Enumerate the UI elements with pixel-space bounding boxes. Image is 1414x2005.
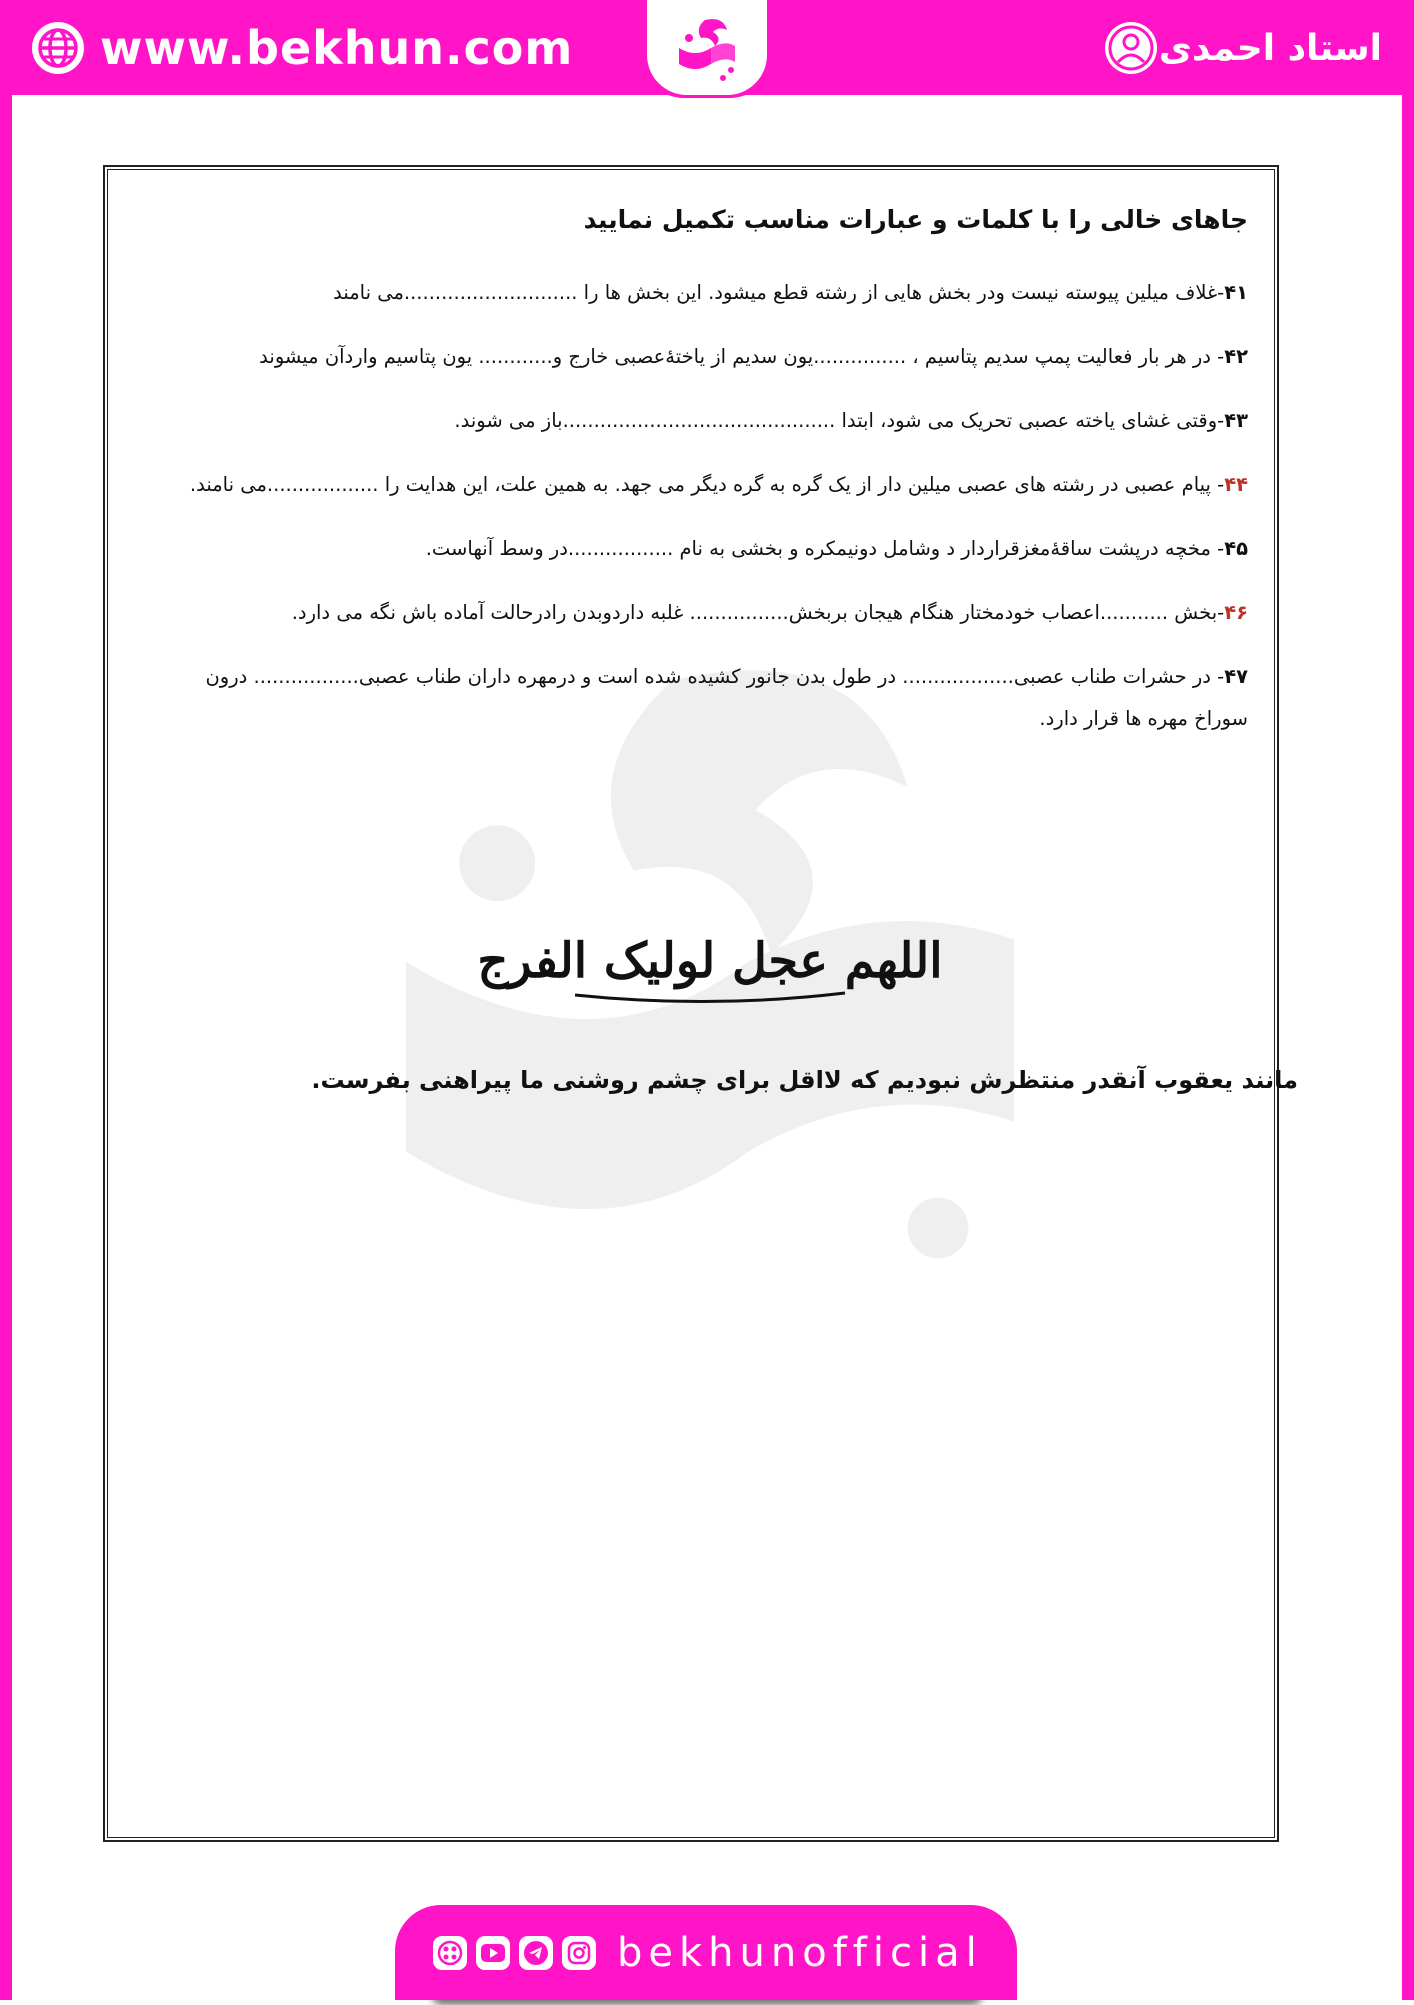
closing-quote: مانند یعقوب آنقدر منتظرش نبودیم که لااقل برای چشم روشنی ما پیراهنی بفرست. <box>311 1066 1298 1094</box>
youtube-icon[interactable] <box>476 1936 510 1970</box>
aparat-icon[interactable] <box>433 1936 467 1970</box>
worksheet-heading: جاهای خالی را با کلمات و عبارات مناسب تکمیل نمایید <box>583 205 1248 234</box>
question-continuation: سوراخ مهره ها قرار دارد. <box>1039 707 1248 730</box>
question-number: ۴۱ <box>1224 281 1248 304</box>
question-47 <box>130 661 1248 735</box>
bekhun-logo-icon <box>665 8 749 88</box>
worksheet <box>130 185 1248 735</box>
question-number: ۴۲ <box>1224 345 1248 368</box>
question-44 <box>130 469 1248 501</box>
instagram-icon[interactable] <box>562 1936 596 1970</box>
question-45 <box>130 533 1248 565</box>
social-handle[interactable]: bekhunofficial <box>617 1929 983 1976</box>
question-number: ۴۶ <box>1224 601 1248 624</box>
website-text: www.bekhun.com <box>100 21 574 75</box>
calligraphy-image <box>477 905 943 1015</box>
logo-tab <box>647 0 767 95</box>
question-text: - مخچه درپشت ساقۀمغزقراردار د وشامل دونیمکره و بخشی به نام .................در وسط آنهاست. <box>425 537 1225 560</box>
calligraphy-text: اللهم عجل لولیک الفرج <box>477 933 943 989</box>
frame-left <box>0 0 12 2000</box>
teacher-name: استاد احمدی <box>1158 27 1382 69</box>
telegram-icon[interactable] <box>519 1936 553 1970</box>
question-text: - در هر بار فعالیت پمپ سدیم پتاسیم ، ...............یون سدیم از یاختۀعصبی خارج و............ یون پتاسیم واردآن میشوند <box>259 345 1225 368</box>
website-link[interactable] <box>30 18 573 78</box>
question-46 <box>130 597 1248 629</box>
question-text: - پیام عصبی در رشته های عصبی میلین دار از یک گره به گره دیگر می جهد. به همین علت، این هدایت را ..................می نامند. <box>189 473 1225 496</box>
question-text: -غلاف میلین پیوسته نیست ودر بخش هایی از رشته قطع میشود. این بخش ها را ............................می نامند <box>333 281 1225 304</box>
user-circle-icon <box>1103 20 1159 76</box>
question-number: ۴۳ <box>1224 409 1248 432</box>
teacher-label <box>1089 18 1382 78</box>
question-number: ۴۴ <box>1224 473 1248 496</box>
social-icons <box>433 1936 605 1970</box>
question-42 <box>130 341 1248 373</box>
question-text: -بخش ...........اعصاب خودمختار هنگام هیجان بربخش................ غلبه داردوبدن رادرحالت آماده باش نگه می دارد. <box>291 601 1225 624</box>
globe-icon <box>30 20 86 76</box>
footer-social-bar <box>395 1905 1017 2000</box>
question-number: ۴۷ <box>1224 665 1248 688</box>
question-41 <box>130 277 1248 309</box>
question-text: - در حشرات طناب عصبی.................. در طول بدن جانور کشیده شده است و درمهره داران طناب عصبی................. درون <box>205 665 1225 688</box>
question-43 <box>130 405 1248 437</box>
frame-right <box>1402 0 1414 2000</box>
question-number: ۴۵ <box>1224 537 1248 560</box>
question-text: -وقتی غشای یاخته عصبی تحریک می شود، ابتدا ............................................باز می شوند. <box>454 409 1225 432</box>
